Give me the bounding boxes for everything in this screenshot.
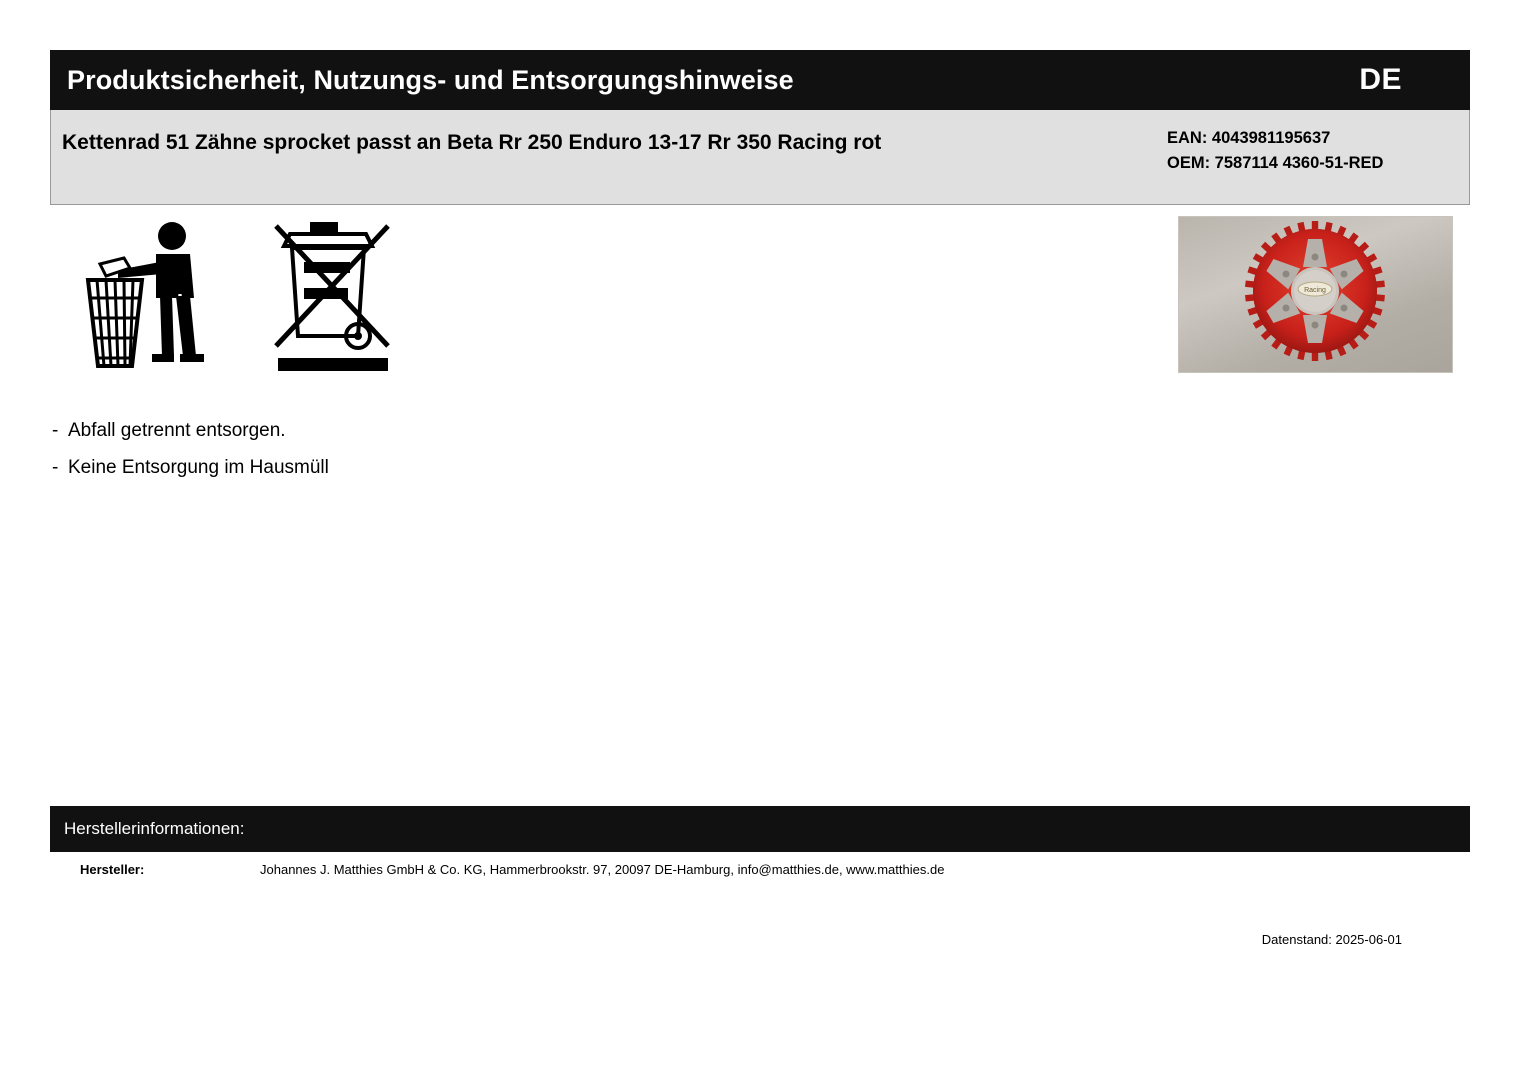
dispose-in-bin-icon <box>80 218 215 378</box>
language-badge: DE <box>1359 63 1402 96</box>
disposal-notes-list <box>52 412 952 486</box>
ean-code: EAN: 4043981195637 <box>1167 129 1331 147</box>
product-photo <box>1178 216 1453 373</box>
bullet-dash: - <box>52 420 59 441</box>
pictogram-area <box>80 218 780 378</box>
manufacturer-value: Johannes J. Matthies GmbH & Co. KG, Hammerbrookstr. 97, 20097 DE-Hamburg, info@matthies.de, www.matthies.de <box>260 862 945 877</box>
list-item <box>52 449 952 486</box>
manufacturer-section-title: Herstellerinformationen: <box>64 819 245 838</box>
list-item <box>52 412 952 449</box>
list-item-label: Keine Entsorgung im Hausmüll <box>68 457 329 478</box>
product-title: Kettenrad 51 Zähne sprocket passt an Beta Rr 250 Enduro 13-17 Rr 350 Racing rot <box>62 131 882 154</box>
manufacturer-label: Hersteller: <box>80 862 145 877</box>
oem-code: OEM: 7587114 4360-51-RED <box>1167 154 1384 172</box>
bullet-dash: - <box>52 457 59 478</box>
product-info-band <box>50 110 1470 205</box>
datestamp: Datenstand: 2025-06-01 <box>1261 932 1402 947</box>
svg-text:Racing: Racing <box>1304 287 1326 294</box>
header-bar <box>50 50 1470 110</box>
manufacturer-row <box>50 862 1470 884</box>
product-codes <box>1167 126 1467 176</box>
crossed-out-wheelie-bin-icon <box>270 218 395 378</box>
list-item-label: Abfall getrennt entsorgen. <box>68 420 286 441</box>
page-title: Produktsicherheit, Nutzungs- und Entsorgungshinweise <box>67 64 794 95</box>
manufacturer-section-header <box>50 806 1470 852</box>
